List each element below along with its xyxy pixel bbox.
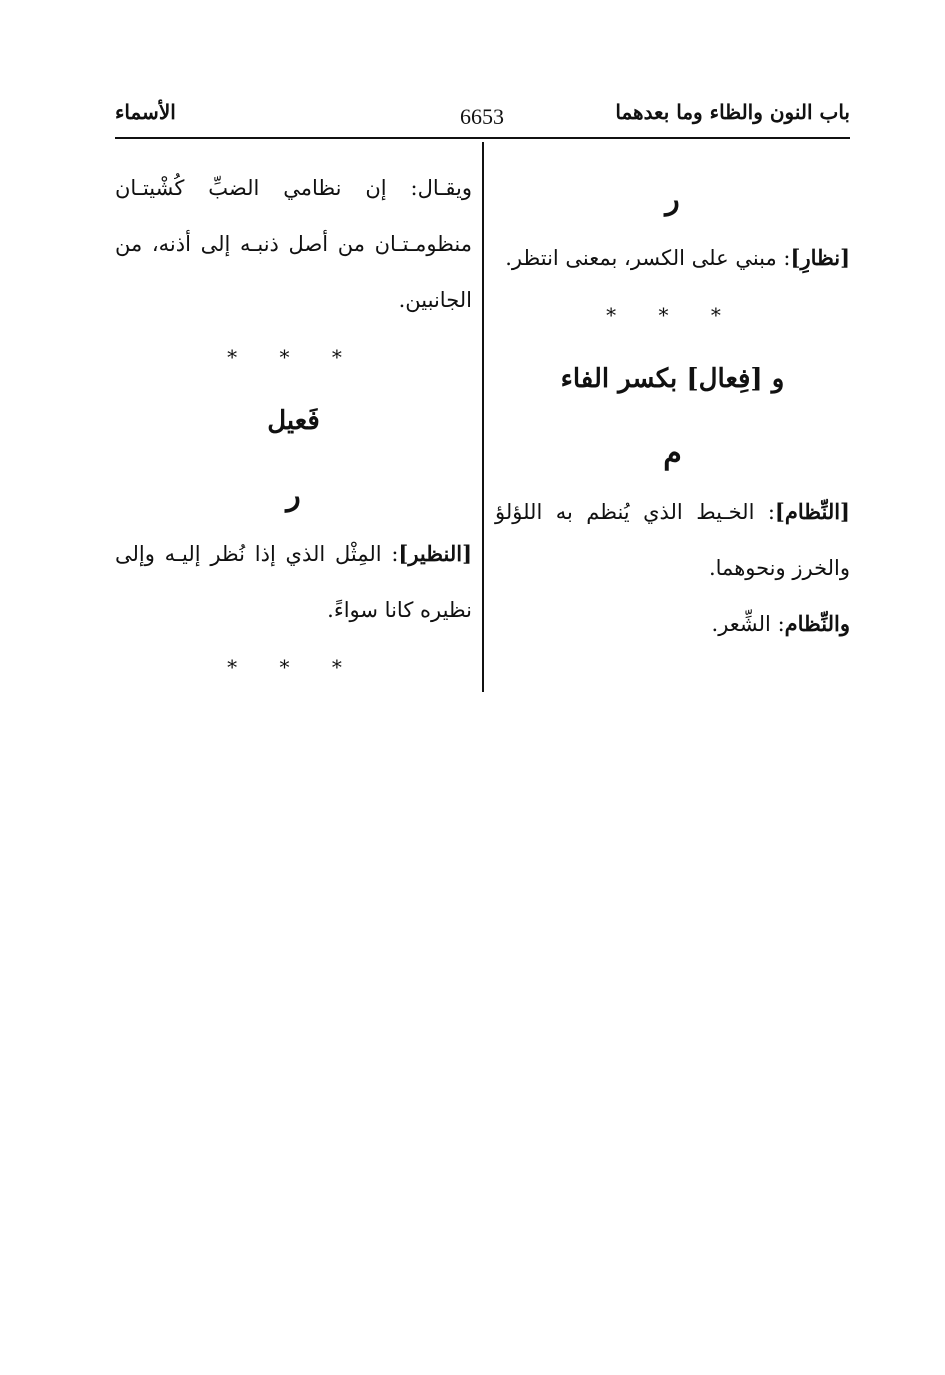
section-separator: * * *	[227, 345, 360, 369]
right-column	[495, 160, 850, 652]
page-number: 6653	[460, 104, 504, 129]
left-column	[115, 160, 472, 696]
root-letter-ra: ر	[286, 478, 301, 513]
entry-term: [نظارِ]	[790, 245, 850, 270]
chapter-title: باب النون والظاء وما بعدهما	[615, 100, 850, 124]
entry-term: والنِّظام	[784, 611, 850, 636]
entry-definition: : الشِّعر.	[711, 612, 785, 636]
section-heading-fial: و [فِعال] بكسر الفاء	[560, 364, 785, 394]
section-separator: * * *	[227, 655, 360, 679]
page-header	[115, 98, 850, 138]
entry-term: [النِّظام]	[774, 499, 850, 524]
section-heading-fail: فَعيل	[267, 406, 320, 436]
entry-term: [النظير]	[398, 541, 472, 566]
entry-definition: : المِثْل الذي إذا نُظر إليـه وإلى نظيره كانا سواءً.	[115, 542, 472, 622]
entry-definition: : مبني على الكسر، بمعنى انتظر.	[505, 246, 791, 270]
section-separator: * * *	[606, 303, 739, 327]
entry-nizam	[495, 484, 850, 596]
header-rule	[115, 137, 850, 139]
entry-nazir	[115, 526, 472, 638]
paragraph-kushyatan: ويقـال: إن نظامي الضبِّ كُشْيتـان منظومـتـان من أصل ذنبـه إلى أذنه، من الجانبين.	[115, 176, 472, 312]
root-letter-mim: م	[663, 436, 682, 471]
root-letter-ra: ر	[665, 182, 680, 217]
column-divider	[482, 142, 484, 692]
entry-nizam-shir	[495, 596, 850, 652]
entry-nazari	[495, 230, 850, 286]
section-title: الأسماء	[115, 100, 176, 124]
entry-definition: : الخـيط الذي يُنظم به اللؤلؤ والخرز ونحوهما.	[495, 500, 850, 580]
